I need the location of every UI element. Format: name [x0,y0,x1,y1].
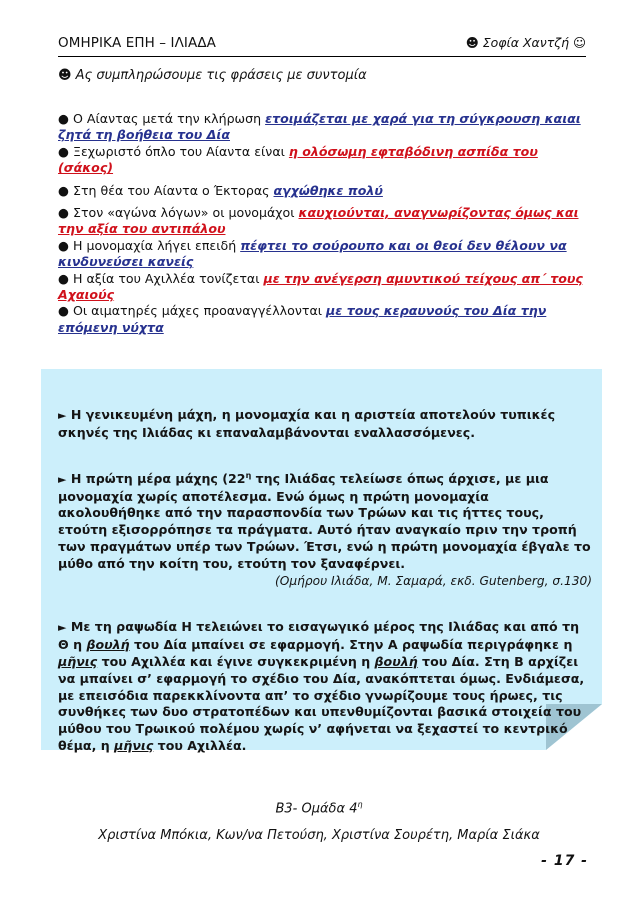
page-header [58,35,586,53]
fact-item [58,303,588,336]
citation: (Ομήρου Ιλιάδα, Μ. Σαμαρά, εκδ. Gutenberg, σ.130) [275,573,592,588]
fact-answer: με τους κεραυνούς του Δία την επόμενη νύχτα [58,303,547,335]
note-paragraph-2 [58,468,592,590]
paragraph-text: Η γενικευμένη μάχη, η μονομαχία και η αριστεία αποτελούν τυπικές σκηνές της Ιλιάδας κι επαναλαμβάνονται εναλλασσόμενες. [58,407,556,440]
page-number: - 17 - [541,853,588,869]
arrow-bullet-icon: ► [58,472,67,486]
fact-answer: με την ανέγερση αμυντικού τείχους απ΄ τους Αχαιούς [58,270,583,303]
arrow-bullet-icon: ► [58,409,67,422]
fact-item [58,144,588,177]
team-label [0,800,638,816]
team-members: Χριστίνα Μπόκια, Κων/να Πετούση, Χριστίνα Σουρέτη, Μαρία Σιάκα [98,828,540,843]
note-content [58,407,592,755]
team-text: Β3- Ομάδα 4 [275,801,358,817]
paragraph-text: του Δία μπαίνει σε εφαρμογή. Στην Α ραψωδία περιγράφηκε η [129,637,573,653]
fact-answer: πέφτει το σούρουπο και οι θεοί δεν θέλουν να κινδυνεύσει κανείς [58,237,567,270]
fact-answer: καυχιούνται, αναγνωρίζοντας όμως και την αξία του αντιπάλου [58,205,579,237]
note-paragraph-1 [58,407,592,442]
paragraph-text: του Αχιλλέα. [153,737,247,753]
fact-lead: ● Στον «αγώνα λόγων» οι μονομάχοι [58,205,299,221]
header-title: ΟΜΗΡΙΚΑ ΕΠΗ – ΙΛΙΑΔΑ [58,35,216,51]
fact-item [58,183,588,199]
paragraph-text: Η πρώτη μέρα μάχης (22 [70,470,246,486]
fact-item [58,205,588,238]
superscript: η [357,800,363,809]
paragraph-text: Με τη ραψωδία Η τελειώνει το εισαγωγικό μέρος της Ιλιάδας και από τη Θ η [58,619,580,653]
paragraph-text: της Ιλιάδας τελείωσε όπως άρχισε, με μια μονομαχία χωρίς αποτέλεσμα. Ενώ όμως η πρώτη μονομαχία ακολουθήθηκε από την παρασπονδία των Τρώων και τις ήττες τους, ετούτη εξισορρόπησε τα πράγματα. Αυτό ήταν αναγκαίο πριν την τροπή των πραγμάτων υπέρ των Τρώων. Έτσι, ενώ η πρώτη μονομαχία έβγαλε το μύθο από την κοίτη του, ετούτη τον ξαναφέρνει. [58,470,591,571]
fact-item [58,271,588,304]
emphasized-word: βουλή [374,653,418,669]
emphasized-word: μῆνις [58,653,98,669]
fact-lead: ● Η μονομαχία λήγει επειδή [58,237,241,253]
fact-lead: ● Ο Αίαντας μετά την κλήρωση [58,111,266,126]
fact-item [58,111,588,144]
superscript: η [245,470,252,480]
note-paragraph-3 [58,619,592,754]
paragraph-text: του Αχιλλέα και έγινε συγκεκριμένη η [97,653,375,669]
fact-lead: ● Η αξία του Αχιλλέα τονίζεται [58,270,264,286]
paragraph-text: του Δία. Στη Β αρχίζει να μπαίνει σ’ εφαρμογή το σχέδιο του Δία, ανακόπτεται όμως. Ενδιάμεσα, με επεισόδια παρεκκλίνοντα απ’ το σχέδιο γνωρίζουμε τους ήρωες, τις συνθήκες των δυο στρατοπέδων και υπενθυμίζονται βασικά στοιχεία του μύθου του Τρωικού πολέμου χωρίς ν’ αφήνεται να ξεχαστεί το κεντρικό θέμα, η [58,653,585,753]
fact-lead: ● Στη θέα του Αίαντα ο Έκτορας [58,182,274,198]
header-rule [58,56,586,57]
fact-list [58,111,588,336]
fact-answer: ετοιμάζεται με χαρά για τη σύγκρουση καιαι ζητά τη βοήθεια του Δία [58,111,581,143]
fact-answer: η ολόσωμη εφταβόδινη ασπίδα του (σάκος) [58,143,538,176]
emphasized-word: μῆνις [114,737,154,753]
fact-item [58,238,588,271]
exercise-instruction: ☻ Ας συμπληρώσουμε τις φράσεις με συντομία [58,68,367,83]
fact-answer: αγχώθηκε πολύ [273,182,383,198]
fact-lead: ● Οι αιματηρές μάχες προαναγγέλλονται [58,303,327,319]
fact-lead: ● Ξεχωριστό όπλο του Αίαντα είναι [58,143,289,159]
header-author: ☻ Σοφία Χαντζή ☺ [465,35,586,50]
emphasized-word: βουλή [86,637,130,653]
arrow-bullet-icon: ► [58,621,67,635]
